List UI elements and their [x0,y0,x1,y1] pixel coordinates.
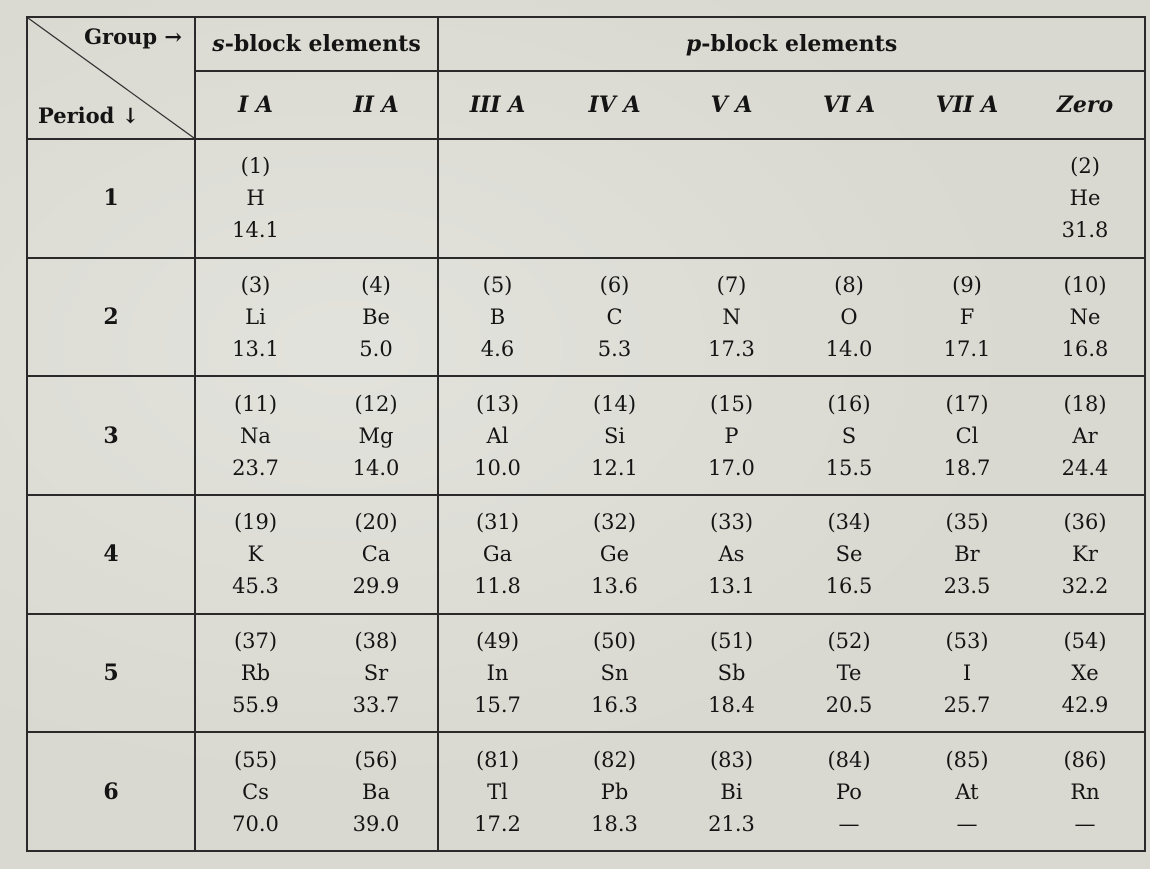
element-cell [673,376,790,495]
element-cell [195,376,315,495]
empty-cell [438,139,556,258]
element-value: 5.0 [359,336,393,361]
element-cell [1026,495,1145,614]
element-cell [908,376,1026,495]
period-label: Period ↓ [38,103,140,128]
atomic-number: (34) [827,510,871,535]
element-entry [315,388,437,484]
element-entry [673,269,790,365]
atomic-number: (84) [827,747,871,772]
element-entry [556,744,673,840]
group-header: V A [673,71,790,139]
element-entry [556,388,673,484]
element-value: — [956,811,978,836]
element-symbol: Se [835,542,863,567]
element-entry [908,625,1026,721]
element-entry [1026,269,1144,365]
atomic-number: (52) [827,628,871,653]
atomic-number: (83) [709,747,754,772]
element-entry [673,388,790,484]
element-symbol: Ca [361,542,391,567]
element-entry [439,506,556,602]
element-cell [790,732,908,851]
element-symbol: Rn [1070,779,1100,804]
table-row [27,258,1145,377]
element-cell [438,258,556,377]
table-body [27,139,1145,851]
element-entry [673,744,790,840]
element-symbol: Ga [482,542,513,567]
element-cell [1026,139,1145,258]
atomic-number: (20) [354,510,398,535]
atomic-number: (82) [592,747,637,772]
atomic-number: (19) [233,510,278,535]
element-symbol: Mg [358,423,394,448]
p-block-header: p-block elements [438,17,1145,71]
element-cell [790,495,908,614]
atomic-number: (33) [709,510,754,535]
element-cell [908,258,1026,377]
element-value: 17.3 [708,336,755,361]
element-symbol: Ge [599,542,630,567]
period-number: 3 [27,376,195,495]
element-entry [196,269,315,365]
element-symbol: Ne [1069,304,1101,329]
element-cell [438,614,556,733]
element-symbol: Sn [600,660,629,685]
element-cell [315,258,438,377]
atomic-number: (51) [709,628,754,653]
element-symbol: Xe [1071,660,1099,685]
element-entry [556,506,673,602]
element-cell [908,732,1026,851]
atomic-number: (81) [475,747,520,772]
element-cell [790,258,908,377]
element-value: 14.1 [232,218,279,243]
atomic-number: (7) [716,272,747,297]
element-entry [439,625,556,721]
atomic-number: (13) [475,391,520,416]
element-cell [673,614,790,733]
element-symbol: Ar [1072,423,1098,448]
element-value: 18.3 [591,811,638,836]
table-row [27,495,1145,614]
element-cell [438,376,556,495]
element-value: 10.0 [474,455,521,480]
element-symbol: Br [954,542,980,567]
element-cell [556,614,673,733]
table-row [27,732,1145,851]
element-entry [790,269,908,365]
element-cell [673,732,790,851]
element-value: 15.5 [825,455,873,480]
atomic-number: (8) [834,272,864,297]
element-value: 16.3 [591,692,638,717]
element-symbol: He [1069,186,1101,211]
element-symbol: Bi [720,779,743,804]
element-symbol: Na [240,423,271,448]
element-symbol: Sr [363,660,389,685]
element-value: 70.0 [232,811,279,836]
element-entry [439,269,556,365]
element-value: 18.4 [708,692,755,717]
atomic-number: (6) [599,272,630,297]
element-symbol: F [959,304,975,329]
element-cell [438,732,556,851]
atomic-number: (55) [233,747,278,772]
element-cell [195,614,315,733]
element-cell [556,258,673,377]
atomic-number: (31) [475,510,520,535]
element-symbol: Sb [717,660,746,685]
element-entry [1026,506,1144,602]
element-symbol: Cs [242,779,269,804]
element-symbol: In [486,660,509,685]
element-symbol: At [955,779,979,804]
atomic-number: (3) [240,272,271,297]
element-entry [196,506,315,602]
element-symbol: Po [836,779,862,804]
element-symbol: P [724,423,739,448]
element-entry [315,744,437,840]
atomic-number: (11) [233,391,278,416]
element-value: 25.7 [943,692,991,717]
element-cell [908,614,1026,733]
element-cell [195,139,315,258]
atomic-number: (49) [475,628,520,653]
element-entry [196,625,315,721]
atomic-number: (1) [240,154,271,179]
element-value: 14.0 [825,336,873,361]
element-cell [790,376,908,495]
atomic-number: (53) [945,628,989,653]
empty-cell [790,139,908,258]
atomic-number: (15) [709,391,754,416]
element-value: 45.3 [232,574,279,599]
element-entry [790,506,908,602]
group-header: VI A [790,71,908,139]
element-value: 23.5 [943,574,991,599]
element-symbol: Al [486,423,509,448]
element-symbol: Te [836,660,862,685]
element-cell [195,495,315,614]
element-entry [790,625,908,721]
element-cell [1026,258,1145,377]
group-header: III A [438,71,556,139]
atomic-number: (38) [354,628,398,653]
element-symbol: H [246,186,265,211]
element-value: 17.2 [474,811,521,836]
element-symbol: B [489,304,506,329]
element-value: — [1074,811,1096,836]
atomic-number: (2) [1070,154,1100,179]
period-number: 1 [27,139,195,258]
element-cell [315,376,438,495]
element-value: 23.7 [232,455,279,480]
period-number: 4 [27,495,195,614]
element-symbol: Si [603,423,626,448]
element-symbol: As [718,542,745,567]
element-value: 13.1 [232,336,279,361]
atomic-number: (16) [827,391,871,416]
atomic-number: (9) [952,272,982,297]
element-symbol: C [606,304,623,329]
element-value: 20.5 [825,692,873,717]
element-entry [1026,388,1144,484]
atomic-number: (86) [1063,747,1107,772]
atomic-number: (32) [592,510,637,535]
element-value: 39.0 [352,811,400,836]
atomic-number: (14) [592,391,637,416]
element-symbol: I [962,660,972,685]
element-symbol: S [841,423,857,448]
element-cell [315,495,438,614]
periodic-table [26,16,1146,852]
element-symbol: Ba [362,779,390,804]
atomic-number: (4) [361,272,391,297]
period-number: 6 [27,732,195,851]
element-value: 42.9 [1061,692,1109,717]
element-entry [315,625,437,721]
element-entry [908,744,1026,840]
element-value: 31.8 [1061,218,1109,243]
atomic-number: (35) [945,510,989,535]
element-symbol: Cl [955,423,979,448]
element-entry [439,388,556,484]
element-entry [1026,744,1144,840]
element-entry [908,388,1026,484]
atomic-number: (36) [1063,510,1107,535]
element-entry [556,625,673,721]
element-value: 13.1 [708,574,755,599]
element-cell [790,614,908,733]
element-value: 4.6 [480,336,515,361]
element-cell [673,495,790,614]
element-symbol: Kr [1072,542,1098,567]
element-entry [439,744,556,840]
element-value: 13.6 [591,574,638,599]
element-cell [195,258,315,377]
element-entry [673,625,790,721]
element-cell [195,732,315,851]
group-header: IV A [556,71,673,139]
element-value: 17.1 [943,336,991,361]
element-entry [673,506,790,602]
atomic-number: (50) [592,628,637,653]
element-entry [196,744,315,840]
element-value: 16.8 [1061,336,1109,361]
element-value: 32.2 [1061,574,1109,599]
element-entry [1026,150,1144,246]
element-value: 18.7 [943,455,991,480]
element-cell [673,258,790,377]
element-cell [1026,732,1145,851]
element-symbol: K [247,542,264,567]
element-cell [1026,614,1145,733]
element-symbol: Li [245,304,266,329]
empty-cell [673,139,790,258]
element-value: 14.0 [352,455,400,480]
element-value: 29.9 [352,574,400,599]
element-value: 24.4 [1061,455,1109,480]
element-value: 11.8 [474,574,521,599]
element-symbol: Tl [487,779,508,804]
element-cell [556,376,673,495]
element-value: 5.3 [597,336,632,361]
element-entry [196,388,315,484]
element-value: 16.5 [825,574,873,599]
element-symbol: Pb [600,779,629,804]
element-entry [315,269,437,365]
element-value: 12.1 [591,455,638,480]
empty-cell [908,139,1026,258]
element-value: 33.7 [352,692,400,717]
period-number: 2 [27,258,195,377]
element-value: 15.7 [474,692,521,717]
element-symbol: Be [362,304,390,329]
element-value: 21.3 [708,811,755,836]
s-block-header: s-block elements [195,17,438,71]
group-header: VII A [908,71,1026,139]
element-entry [196,150,315,246]
element-value: 55.9 [232,692,279,717]
element-cell [1026,376,1145,495]
element-entry [908,269,1026,365]
atomic-number: (10) [1063,272,1107,297]
element-entry [1026,625,1144,721]
atomic-number: (18) [1063,391,1107,416]
atomic-number: (12) [354,391,398,416]
element-entry [790,388,908,484]
header-corner [27,17,195,139]
atomic-number: (5) [482,272,513,297]
empty-cell [556,139,673,258]
element-cell [556,732,673,851]
element-cell [438,495,556,614]
atomic-number: (37) [233,628,278,653]
group-header: I A [195,71,315,139]
element-entry [315,506,437,602]
element-value: — [838,811,860,836]
element-cell [315,732,438,851]
table-row [27,614,1145,733]
element-entry [556,269,673,365]
element-cell [908,495,1026,614]
group-header: II A [315,71,438,139]
atomic-number: (54) [1063,628,1107,653]
empty-cell [315,139,438,258]
element-entry [790,744,908,840]
group-label: Group → [84,24,182,49]
atomic-number: (17) [945,391,989,416]
element-cell [315,614,438,733]
element-entry [908,506,1026,602]
element-cell [556,495,673,614]
period-number: 5 [27,614,195,733]
atomic-number: (85) [945,747,989,772]
atomic-number: (56) [354,747,398,772]
group-header: Zero [1026,71,1145,139]
element-value: 17.0 [708,455,755,480]
element-symbol: O [840,304,858,329]
table-row [27,376,1145,495]
table-row [27,139,1145,258]
element-symbol: N [722,304,741,329]
element-symbol: Rb [240,660,271,685]
